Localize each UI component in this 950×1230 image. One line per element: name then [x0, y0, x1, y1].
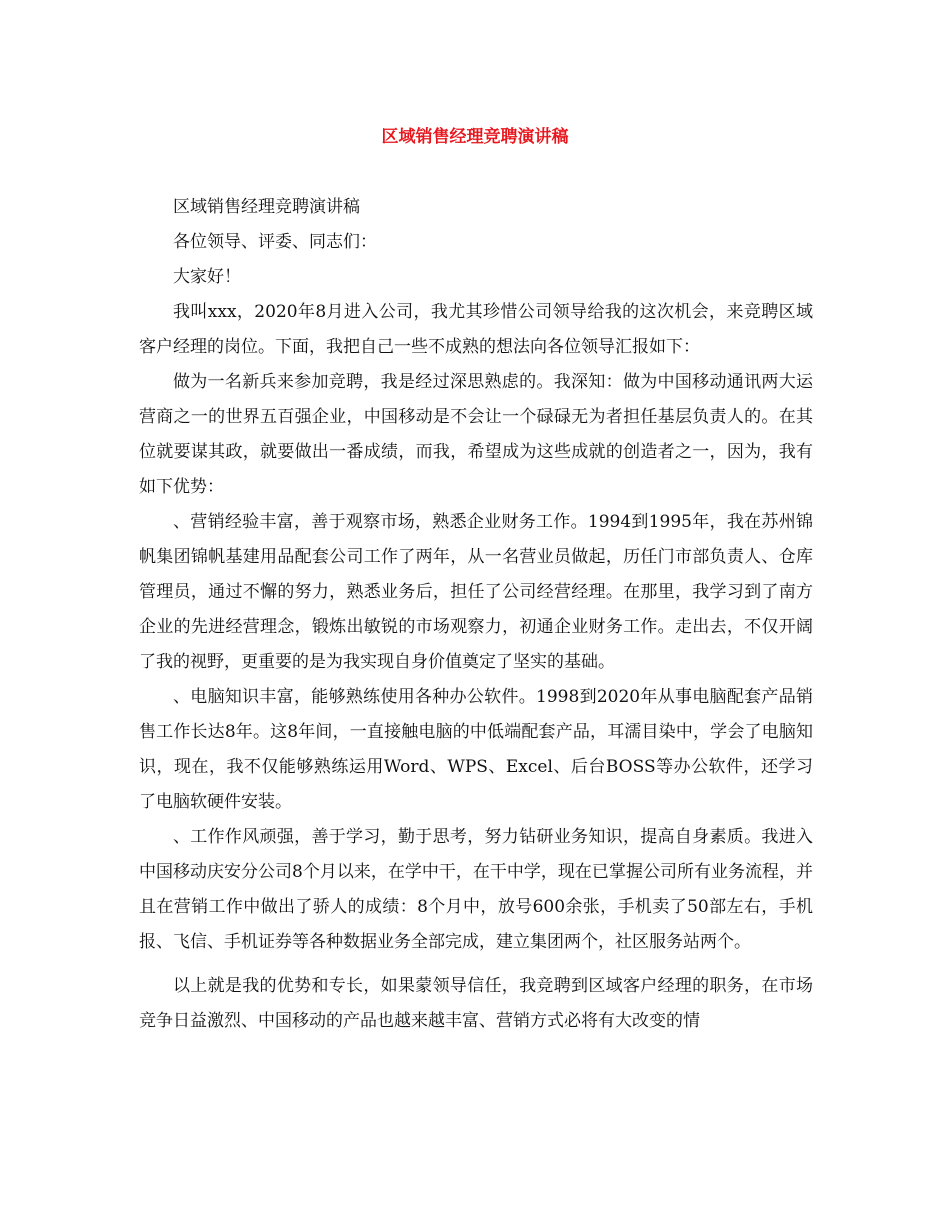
document-body — [139, 190, 813, 1039]
paragraph-advantage-computer: 、电脑知识丰富，能够熟练使用各种办公软件。1998到2020年从事电脑配套产品销售工作长达8年。这8年间，一直接触电脑的中低端配套产品，耳濡目染中，学会了电脑知识，现在，我不仅能够熟练运用Word、WPS、Excel、后台BOSS等办公软件，还学习了电脑软硬件安装。 — [139, 687, 813, 812]
paragraph-motivation: 做为一名新兵来参加竞聘，我是经过深思熟虑的。我深知：做为中国移动通讯两大运营商之一的世界五百强企业，中国移动是不会让一个碌碌无为者担任基层负责人的。在其位就要谋其政，就要做出一番成绩，而我，希望成为这些成就的创造者之一，因为，我有如下优势： — [139, 372, 813, 497]
paragraph-advantage-work-style: 、工作作风顽强，善于学习，勤于思考，努力钻研业务知识，提高自身素质。我进入中国移动庆安分公司8个月以来，在学中干，在干中学，现在已掌握公司所有业务流程，并且在营销工作中做出了骄人的成绩：8个月中，放号600余张，手机卖了50部左右，手机报、飞信、手机证券等各种数据业务全部完成，建立集团两个，社区服务站两个。 — [139, 827, 813, 952]
paragraph-salutation: 各位领导、评委、同志们： — [173, 232, 377, 252]
document-title: 区域销售经理竞聘演讲稿 — [381, 127, 569, 147]
paragraph-introduction: 我叫xxx，2020年8月进入公司，我尤其珍惜公司领导给我的这次机会，来竞聘区域客户经理的岗位。下面，我把自己一些不成熟的想法向各位领导汇报如下： — [139, 302, 813, 357]
paragraph-heading: 区域销售经理竞聘演讲稿 — [173, 197, 360, 217]
paragraph-conclusion: 以上就是我的优势和专长，如果蒙领导信任，我竞聘到区域客户经理的职务，在市场竞争日益激烈、中国移动的产品也越来越丰富、营销方式必将有大改变的情 — [139, 976, 813, 1031]
paragraph-advantage-sales: 、营销经验丰富，善于观察市场，熟悉企业财务工作。1994到1995年，我在苏州锦帆集团锦帆基建用品配套公司工作了两年，从一名营业员做起，历任门市部负责人、仓库管理员，通过不懈的努力，熟悉业务后，担任了公司经营经理。在那里，我学习到了南方企业的先进经营理念，锻炼出敏锐的市场观察力，初通企业财务工作。走出去，不仅开阔了我的视野，更重要的是为我实现自身价值奠定了坚实的基础。 — [139, 512, 813, 672]
paragraph-greeting: 大家好！ — [173, 267, 241, 287]
